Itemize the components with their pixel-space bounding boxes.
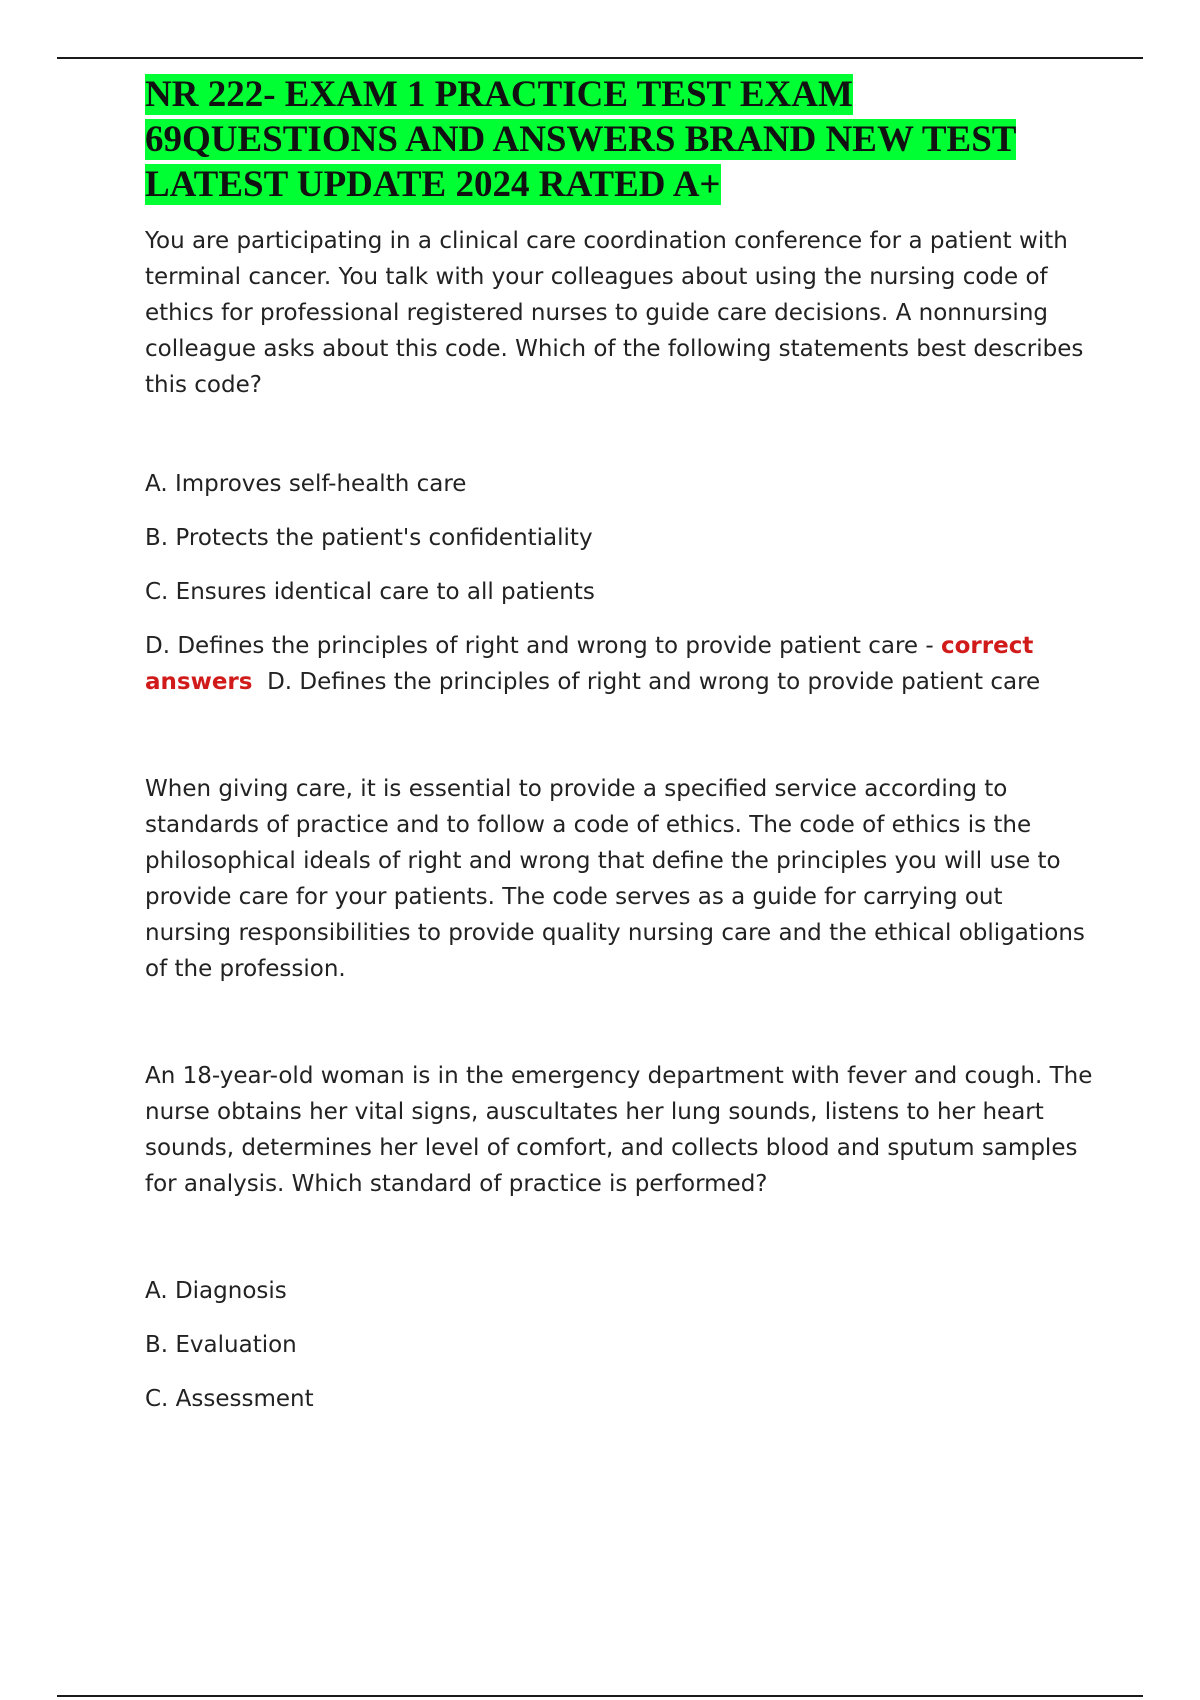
question-1-rationale: When giving care, it is essential to provide a specified service according to standards of practice and to follow a code of ethics. The code of ethics is the philosophical ideals of right and wrong that define the principles you will use to provide care for your patients. The code serves as a guide for carrying out nursing responsibilities to provide quality nursing care and the ethical obligations of the profession. [145, 776, 1085, 982]
question-1-answer: D. Defines the principles of right and wrong to provide patient care [267, 669, 1041, 695]
title-highlight [145, 74, 1016, 205]
question-1-option-a: A. Improves self-health care [145, 471, 467, 497]
title-line-1: NR 222- EXAM 1 PRACTICE TEST EXAM [145, 74, 853, 115]
question-1-option-b: B. Protects the patient's confidentiality [145, 525, 593, 551]
document-title [145, 72, 1095, 207]
title-line-2: 69QUESTIONS AND ANSWERS BRAND NEW TEST [145, 119, 1017, 160]
top-rule [57, 57, 1143, 59]
question-1-text: You are participating in a clinical care coordination conference for a patient with terminal cancer. You talk with your colleagues about using the nursing code of ethics for professional registered nurses to guide care decisions. A nonnursing colleague asks about this code. Which of the following statements best describes this code? [145, 228, 1084, 398]
question-2-option-b: B. Evaluation [145, 1332, 297, 1358]
question-2-option-c: C. Assessment [145, 1386, 314, 1412]
title-line-3: LATEST UPDATE 2024 RATED A+ [145, 164, 721, 205]
answer-separator: - [918, 633, 941, 659]
option-d-text: D. Defines the principles of right and wrong to provide patient care [145, 633, 919, 659]
question-1-option-c: C. Ensures identical care to all patients [145, 579, 595, 605]
question-1-option-d [145, 628, 1095, 700]
bottom-rule [57, 1695, 1143, 1697]
question-2-text: An 18-year-old woman is in the emergency department with fever and cough. The nurse obtains her vital signs, auscultates her lung sounds, listens to her heart sounds, determines her level of comfort, and collects blood and sputum samples for analysis. Which standard of practice is performed? [145, 1063, 1093, 1197]
correct-answers-label: correct answers [145, 633, 1034, 695]
page-content [145, 72, 1095, 1417]
question-2-option-a: A. Diagnosis [145, 1278, 287, 1304]
